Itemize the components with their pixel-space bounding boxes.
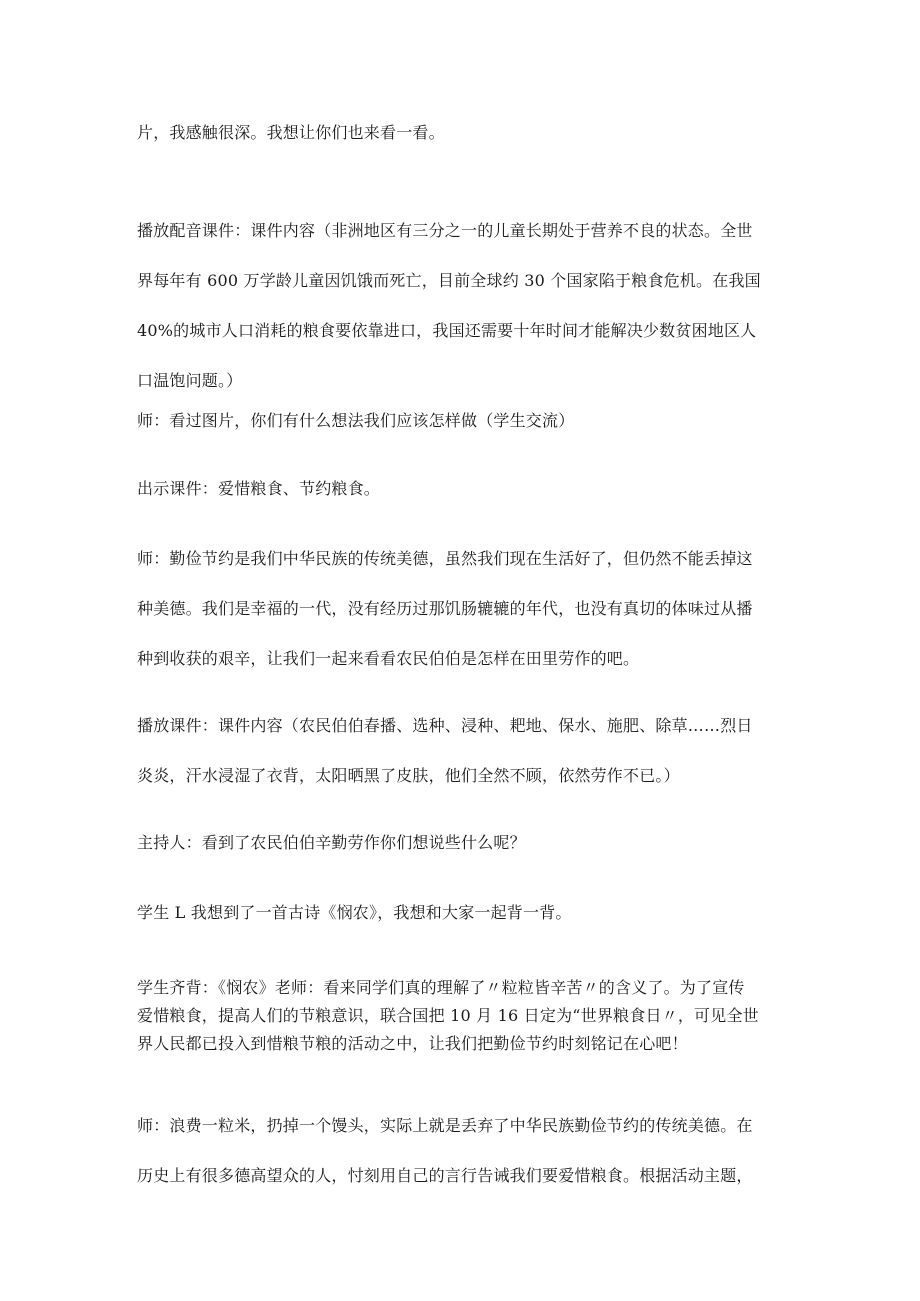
text-line: 历史上有很多德高望众的人，忖刻用自己的言行告诫我们要爱惜粮食。根据活动主题， <box>137 1166 753 1185</box>
paragraph-student-one <box>137 888 787 938</box>
text-line: 学生齐背：《悯农》老师：看来同学们真的理解了〃粒粒皆辛苦〃的含义了。为了宣传 <box>137 978 745 997</box>
text-line: 师：看过图片，你们有什么想法我们应该怎样做（学生交流） <box>137 411 575 430</box>
text-line: 播放配音课件：课件内容（非洲地区有三分之一的儿童长期处于营养不良的状态。全世 <box>137 221 753 240</box>
text-line: 主持人：看到了农民伯伯辛勤劳作你们想说些什么呢？ <box>137 833 526 852</box>
paragraph-host <box>137 818 787 868</box>
paragraph-teacher-question <box>137 396 787 446</box>
text-line: 界每年有 600 万学龄儿童因饥饿而死亡，目前全球约 30 个国家陷于粮食危机。在我国 <box>137 271 761 290</box>
text-line: 界人民都已投入到惜粮节粮的活动之中，让我们把勤俭节约时刻铭记在心吧！ <box>137 1034 688 1053</box>
text-line: 口温饱问题。） <box>137 371 243 390</box>
paragraph-students-recite <box>137 974 787 1058</box>
text-line: 爱惜粮食，提高人们的节粮意识，联合国把 10 月 16 日定为“世界粮食日〃，可见全世 <box>137 1006 759 1025</box>
text-line: 种美德。我们是幸福的一代，没有经历过那饥肠辘辘的年代，也没有真切的体味过从播 <box>137 599 753 618</box>
text-line: 片，我感触很深。我想让你们也来看一看。 <box>137 123 445 142</box>
text-line: 种到收获的艰辛，让我们一起来看看农民伯伯是怎样在田里劳作的吧。 <box>137 649 640 668</box>
paragraph-show-courseware <box>137 464 787 514</box>
text-line: 40%的城市人口消耗的粮食要依靠进口，我国还需要十年时间才能解决少数贫困地区人 <box>137 321 757 340</box>
text-line: 炎炎，汗水浸湿了衣背，太阳晒黑了皮肤，他们全然不顾，依然劳作不已。） <box>137 766 680 785</box>
paragraph-teacher-virtue <box>137 534 787 684</box>
text-line: 师：浪费一粒米，扔掉一个馒头，实际上就是丢弃了中华民族勤俭节约的传统美德。在 <box>137 1116 753 1135</box>
paragraph-play-courseware <box>137 701 787 801</box>
text-line: 出示课件：爱惜粮食、节约粮食。 <box>137 479 381 498</box>
paragraph-intro <box>137 108 787 158</box>
text-line: 师：勤俭节约是我们中华民族的传统美德，虽然我们现在生活好了，但仍然不能丢掉这 <box>137 549 753 568</box>
paragraph-teacher-waste <box>137 1101 787 1201</box>
paragraph-play-dubbed-courseware <box>137 206 787 406</box>
text-line: 学生 L 我想到了一首古诗《悯农》，我想和大家一起背一背。 <box>137 903 572 922</box>
text-line: 播放课件：课件内容（农民伯伯春播、选种、浸种、耙地、保水、施肥、除草……烈日 <box>137 716 753 735</box>
